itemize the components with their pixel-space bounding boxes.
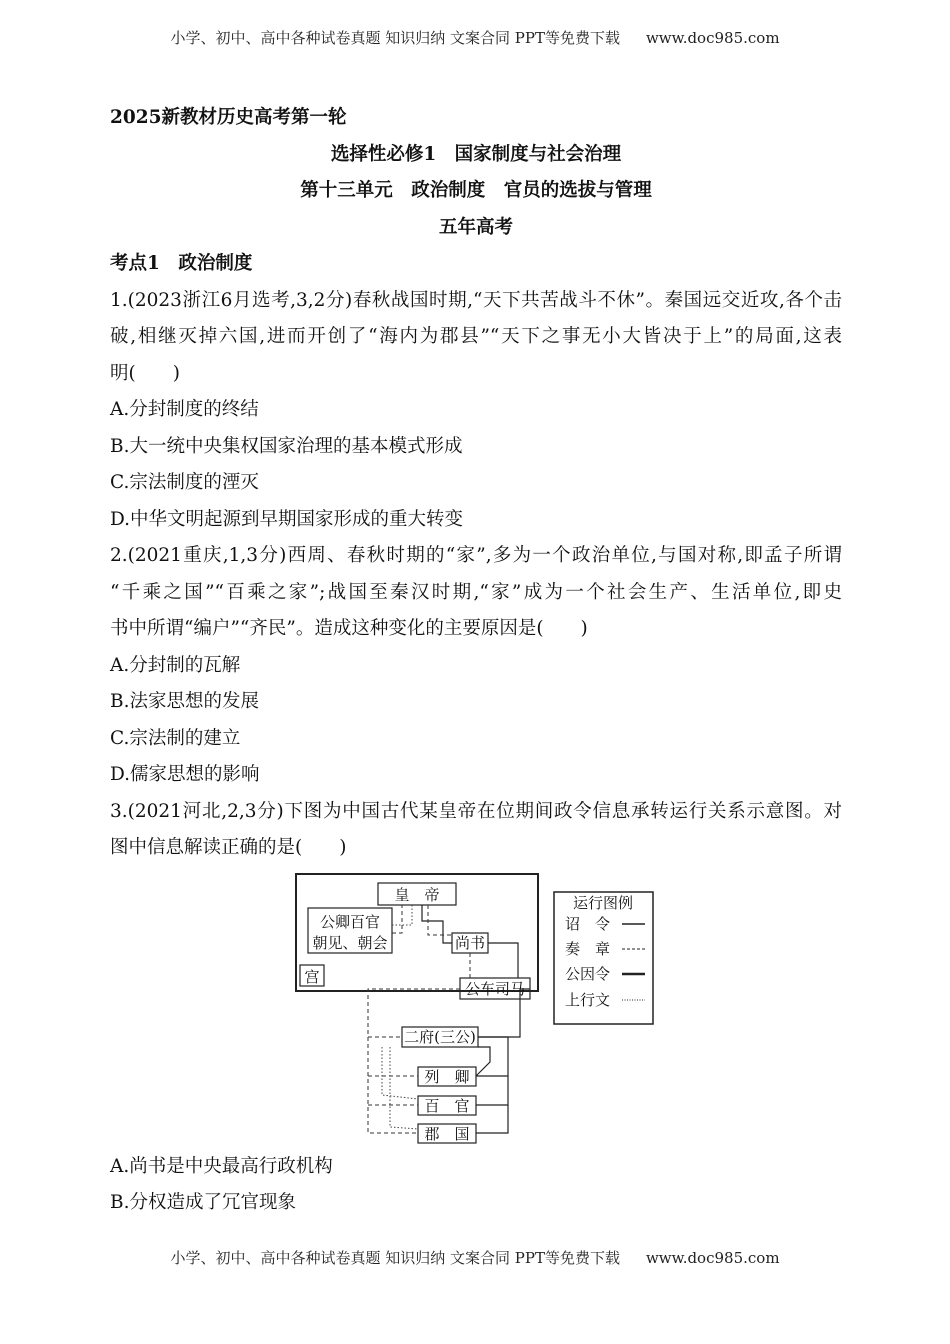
question-1-line-2: 破,相继灭掉六国,进而开创了“海内为郡县”“天下之事无小大皆决于上”的局面,这表 — [110, 326, 842, 347]
q1-option-a: A.分封制度的终结 — [110, 399, 259, 420]
footer-url[interactable]: www.doc985.com — [645, 1249, 780, 1267]
question-2 — [110, 538, 842, 794]
q1-option-d: D.中华文明起源到早期国家形成的重大转变 — [110, 508, 464, 530]
legend-zou: 奏 章 — [565, 939, 611, 958]
question-2-line-2: “千乘之国”“百乘之家”;战国至秦汉时期,“家”成为一个社会生产、生活单位,即史 — [110, 581, 842, 603]
question-3-line-2: 图中信息解读正确的是( ) — [110, 837, 347, 858]
diagram-svg — [110, 867, 842, 1149]
lieqing-label: 列 卿 — [424, 1067, 470, 1086]
footer-text: 小学、初中、高中各种试卷真题 知识归纳 文案合同 PPT等免费下载 — [170, 1249, 620, 1267]
page-header — [0, 27, 950, 48]
court-label-2: 朝见、朝会 — [312, 933, 388, 952]
legend-title: 运行图例 — [572, 893, 634, 912]
erfu-label: 二府(三公) — [404, 1027, 476, 1046]
unit-title: 第十三单元 政治制度 官员的选拔与管理 — [300, 180, 652, 201]
question-2-line-3: 书中所谓“编户”“齐民”。造成这种变化的主要原因是( ) — [110, 618, 588, 639]
question-1 — [110, 283, 842, 539]
baiguan-label: 百 官 — [424, 1096, 470, 1115]
gongche-label: 公车司马 — [464, 979, 526, 998]
q1-option-c: C.宗法制度的湮灭 — [110, 472, 259, 493]
legend-lines — [622, 924, 645, 1000]
q2-option-a: A.分封制的瓦解 — [110, 654, 241, 676]
q2-option-d: D.儒家思想的影响 — [110, 764, 260, 785]
header-url[interactable]: www.doc985.com — [645, 29, 780, 47]
q3-option-a: A.尚书是中央最高行政机构 — [110, 1155, 333, 1177]
header-text: 小学、初中、高中各种试卷真题 知识归纳 文案合同 PPT等免费下载 — [170, 29, 620, 47]
q2-option-c: C.宗法制的建立 — [110, 727, 241, 749]
question-2-line-1: 2.(2021重庆,1,3分)西周、春秋时期的“家”,多为一个政治单位,与国对称,即孟子所谓 — [110, 545, 842, 566]
legend-shangxing: 上行文 — [565, 990, 611, 1009]
court-label-1: 公卿百官 — [319, 912, 381, 931]
question-3 — [110, 794, 842, 1222]
page-footer — [0, 1247, 950, 1268]
q1-option-b: B.大一统中央集权国家治理的基本模式形成 — [110, 435, 463, 457]
doc-title: 2025新教材历史高考第一轮 — [110, 107, 347, 128]
q2-option-b: B.法家思想的发展 — [110, 691, 259, 712]
legend-gongyin: 公因令 — [565, 964, 611, 983]
question-3-line-1: 3.(2021河北,2,3分)下图为中国古代某皇帝在位期间政令信息承转运行关系示意图。对 — [110, 800, 842, 822]
palace-label: 宫 — [304, 967, 320, 986]
junguo-label: 郡 国 — [424, 1124, 470, 1143]
module-title: 选择性必修1 国家制度与社会治理 — [330, 143, 622, 165]
topic-heading: 考点1 政治制度 — [110, 253, 253, 274]
document-body — [110, 100, 842, 1222]
shangshu-label: 尚书 — [454, 933, 486, 952]
question-1-line-3: 明( ) — [110, 362, 180, 384]
q3-option-b: B.分权造成了冗官现象 — [110, 1192, 296, 1213]
question-1-line-1: 1.(2023浙江6月选考,3,2分)春秋战国时期,“天下共苦战斗不休”。秦国远交近攻,各个击 — [110, 289, 842, 311]
legend-zhao: 诏 令 — [565, 914, 611, 933]
section-title: 五年高考 — [438, 216, 513, 238]
emperor-label: 皇 帝 — [394, 885, 440, 904]
government-diagram — [110, 867, 842, 1149]
